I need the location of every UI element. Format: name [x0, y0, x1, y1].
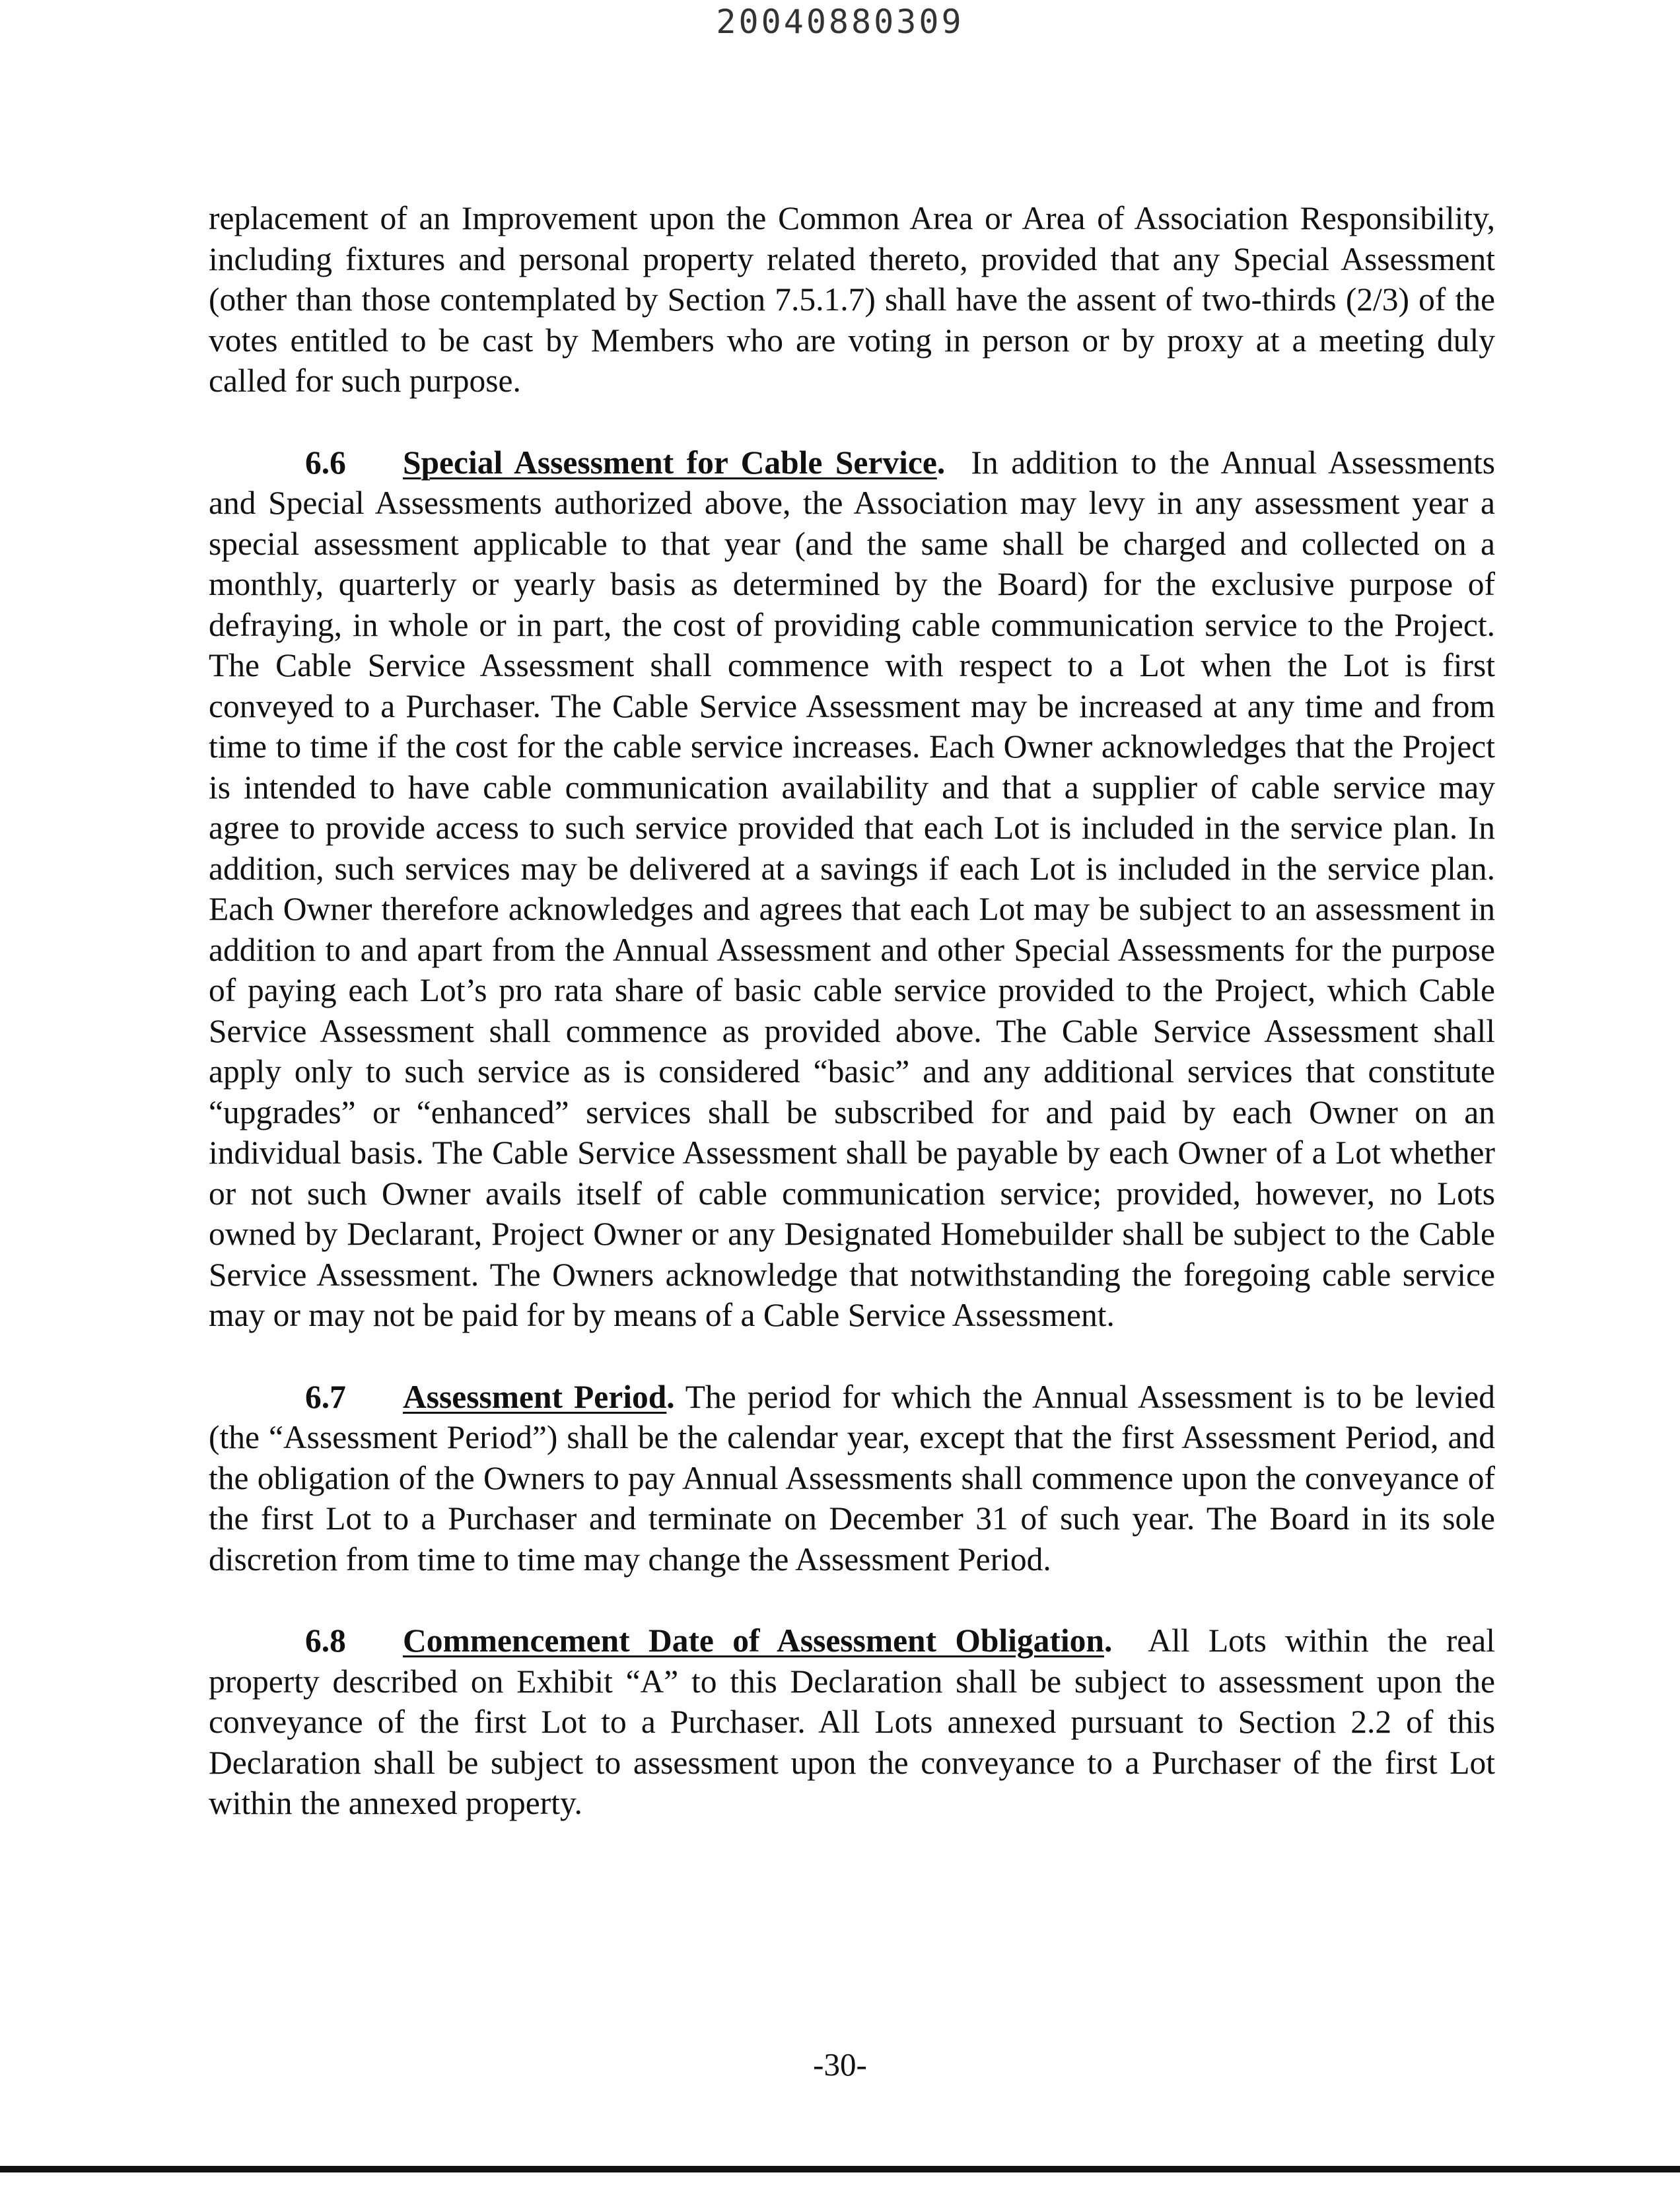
- paragraph-continuation: replacement of an Improvement upon the Common Area or Area of Association Responsibility, including fixtures and personal property related thereto, provided that any Special Assessment (other than those contemplated by Section 7.5.1.7) shall have the assent of two-thirds (2/3) of the votes entitled to be cast by Members who are voting in person or by proxy at a meeting duly called for such purpose.: [209, 200, 1495, 399]
- section-title: Commencement Date of Assessment Obligation: [403, 1622, 1104, 1659]
- section-heading: [403, 1622, 1112, 1659]
- section-text: In addition to the Annual Assessments and Special Assessments authorized above, the Association may levy in any assessment year a special assessment applicable to that year (and the same shall be charged and collected on a monthly, quarterly or yearly basis as determined by the Board) for the exclusive purpose of defraying, in whole or in part, the cost of providing cable communication service to the Project. The Cable Service Assessment shall commence with respect to a Lot when the Lot is first conveyed to a Purchaser. The Cable Service Assessment may be increased at any time and from time to time if the cost for the cable service increases. Each Owner acknowledges that the Project is intended to have cable communication availability and that a supplier of cable service may agree to provide access to such service provided that each Lot is included in the service plan. In addition, such services may be delivered at a savings if each Lot is included in the service plan. Each Owner therefore acknowledges and agrees that each Lot may be subject to an assessment in addition to and apart from the Annual Assessment and other Special Assessments for the purpose of paying each Lot’s pro rata share of basic cable service provided to the Project, which Cable Service Assessment shall commence as provided above. The Cable Service Assessment shall apply only to such service as is considered “basic” and any additional services that constitute “upgrades” or “enhanced” services shall be subscribed for and paid by each Owner on an individual basis. The Cable Service Assessment shall be payable by each Owner of a Lot whether or not such Owner avails itself of cable communication service; provided, however, no Lots owned by Declarant, Project Owner or any Designated Homebuilder shall be subject to the Cable Service Assessment. The Owners acknowledge that notwithstanding the foregoing cable service may or may not be paid for by means of a Cable Service Assessment.: [209, 444, 1495, 1333]
- section-heading: [403, 1379, 675, 1415]
- section-title-period: .: [936, 444, 946, 481]
- bottom-rule: [0, 2166, 1680, 2172]
- section-title-period: .: [666, 1378, 675, 1415]
- section-text: The period for which the Annual Assessment is to be levied (the “Assessment Period”) shall be the calendar year, except that the first Assessment Period, and the obligation of the Owners to pay Annual Assessments shall commence upon the conveyance of the first Lot to a Purchaser and terminate on December 31 of such year. The Board in its sole discretion from time to time may change the Assessment Period.: [209, 1378, 1495, 1578]
- section-6-7: [209, 1377, 1495, 1580]
- document-body: [209, 198, 1495, 1865]
- section-title: Special Assessment for Cable Service: [403, 444, 937, 481]
- section-6-6: [209, 442, 1495, 1336]
- document-number: 20040880309: [716, 3, 964, 41]
- section-title: Assessment Period: [403, 1378, 667, 1415]
- section-number: 6.6: [305, 444, 346, 481]
- section-title-period: .: [1103, 1622, 1113, 1659]
- page-number: -30-: [813, 2046, 867, 2083]
- section-number: 6.7: [305, 1378, 346, 1415]
- section-number: 6.8: [305, 1622, 346, 1659]
- section-6-8: [209, 1620, 1495, 1824]
- section-heading: [403, 444, 945, 481]
- section-text: All Lots within the real property described on Exhibit “A” to this Declaration shall be subject to assessment upon the conveyance of the first Lot to a Purchaser. All Lots annexed pursuant to Section 2.2 of this Declaration shall be subject to assessment upon the conveyance to a Purchaser of the first Lot within the annexed property.: [209, 1622, 1495, 1821]
